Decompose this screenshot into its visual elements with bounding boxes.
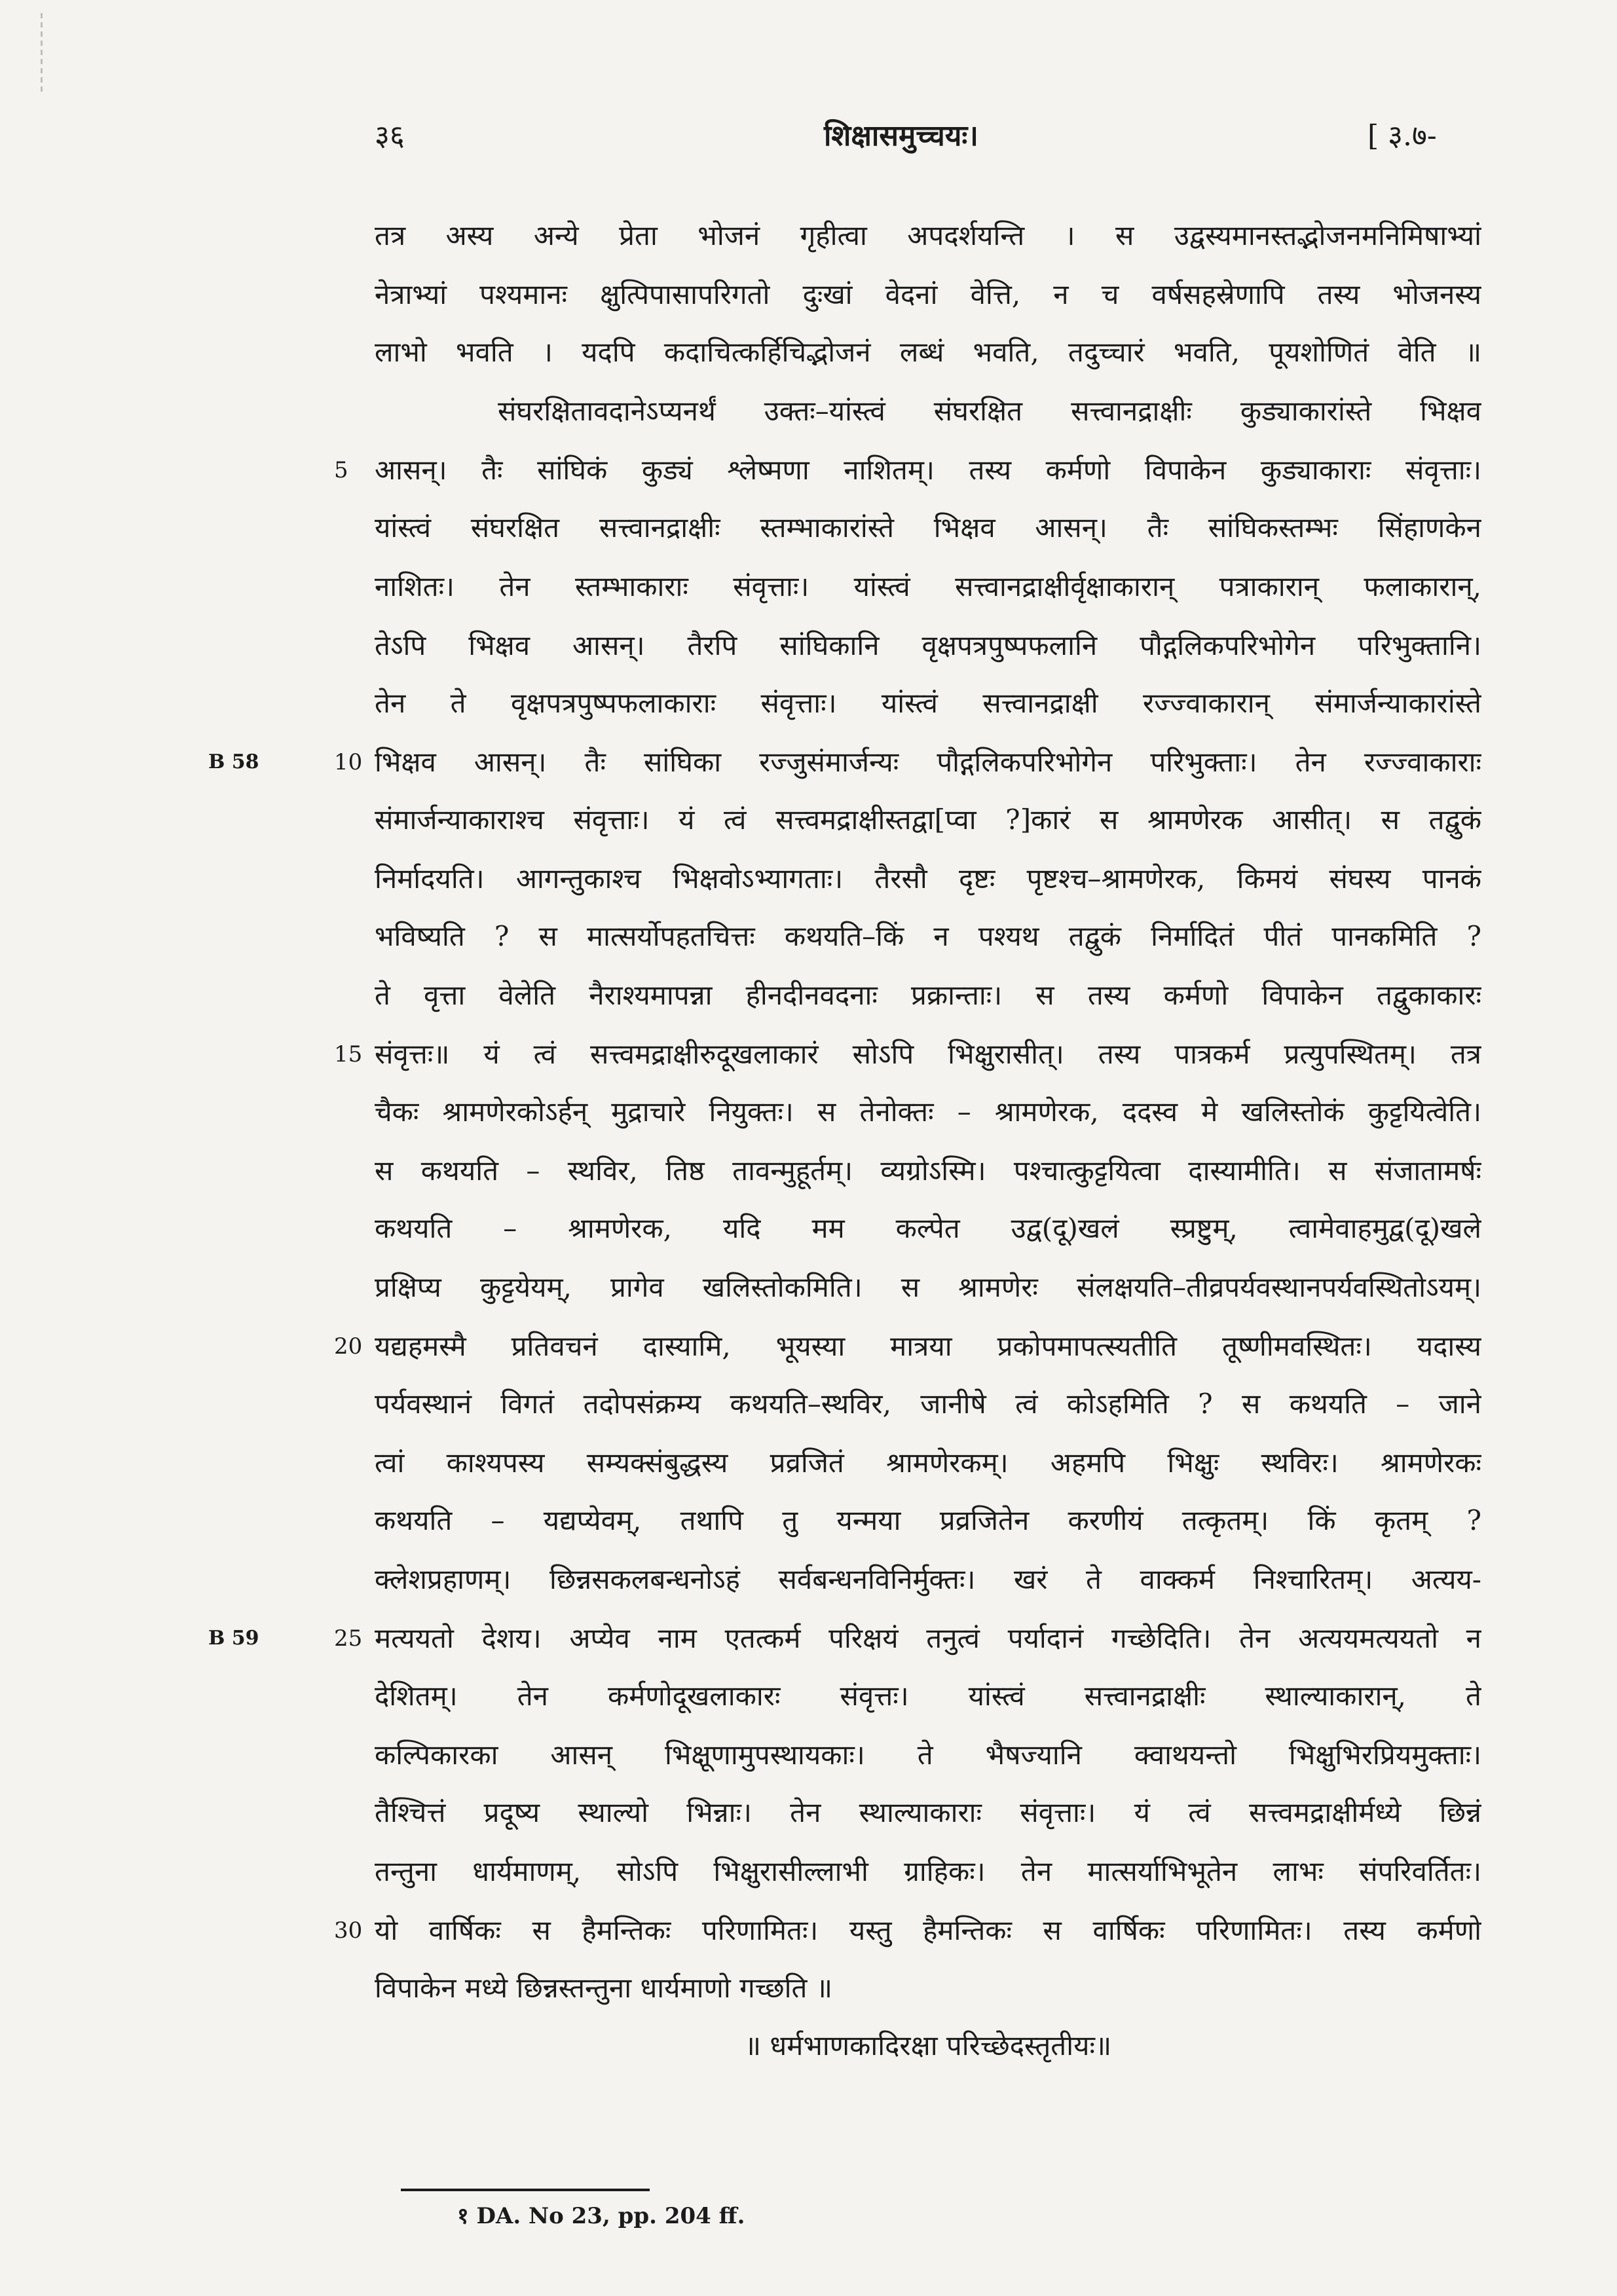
text-line: यद्यहमस्मै प्रतिवचनं दास्यामि, भूयस्या मात्रया प्रकोपमापत्स्यतीति तूष्णीमवस्थितः। यदास्य (375, 1330, 1481, 1362)
section-reference: [ ३.७- (1367, 119, 1437, 153)
text-line: त्वां काश्यपस्य सम्यक्संबुद्धस्य प्रव्रजितं श्रामणेरकम्। अहमपि भिक्षुः स्थविरः। श्रामणेरकः (375, 1447, 1481, 1479)
text-line: स कथयति – स्थविर, तिष्ठ तावन्मुहूर्तम्। व्यग्रोऽस्मि। पश्चात्कुट्टयित्वा दास्यामीति। स संजातामर्षः (375, 1155, 1481, 1187)
text-line: ते वृत्ता वेलेति नैराश्यमापन्ना हीनदीनवदनाः प्रक्रान्ताः। स तस्य कर्मणो विपाकेन तद्वुकाकारः (375, 979, 1481, 1011)
footnote: १ DA. No 23, pp. 204 ff. (457, 2203, 745, 2229)
text-line: क्लेशप्रहाणम्। छिन्नसकलबन्धनोऽहं सर्वबन्धनविनिर्मुक्तः। खरं ते वाक्कर्म निश्चारितम्। अत्यय- (375, 1563, 1481, 1595)
manuscript-folio-note: B 59 (208, 1627, 259, 1650)
text-line: तन्तुना धार्यमाणम्, सोऽपि भिक्षुरासील्लाभी ग्राहिकः। तेन मात्सर्याभिभूतेन लाभः संपरिवर्तितः। (375, 1855, 1481, 1887)
text-line: तत्र अस्य अन्ये प्रेता भोजनं गृहीत्वा अपदर्शयन्ति । स उद्वस्यमानस्तद्भोजनमनिमिषाभ्यां (375, 219, 1481, 251)
chapter-colophon: ॥ धर्मभाणकादिरक्षा परिच्छेदस्तृतीयः॥ (744, 2029, 1112, 2062)
text-line: तेऽपि भिक्षव आसन्। तैरपि सांघिकानि वृक्षपत्रपुष्पफलानि पौद्गलिकपरिभोगेन परिभुक्तानि। (375, 629, 1481, 661)
line-number: 20 (334, 1333, 363, 1360)
text-line: पर्यवस्थानं विगतं तदोपसंक्रम्य कथयति–स्थविर, जानीषे त्वं कोऽहमिति ? स कथयति – जाने (375, 1388, 1481, 1420)
text-line: प्रक्षिप्य कुट्टयेयम्, प्रागेव खलिस्तोकमिति। स श्रामणेरः संलक्षयति–तीव्रपर्यवस्थानपर्यवस्थितोऽयम्। (375, 1271, 1481, 1303)
text-line: नाशितः। तेन स्तम्भाकाराः संवृत्ताः। यांस्त्वं सत्त्वानद्राक्षीर्वृक्षाकारान् पत्राकारान् फलाकारान्, (375, 570, 1481, 602)
line-number: 10 (334, 749, 363, 775)
text-line: संघरक्षितावदानेऽप्यनर्थं उक्तः–यांस्त्वं संघरक्षित सत्त्वानद्राक्षीः कुड्याकारांस्ते भिक्षव (498, 395, 1481, 427)
text-line: संमार्जन्याकाराश्च संवृत्ताः। यं त्वं सत्त्वमद्राक्षीस्तद्वा[प्वा ?]कारं स श्रामणेरक आसीत्। स तद्वुकं (375, 804, 1481, 836)
manuscript-folio-note: B 58 (208, 750, 259, 773)
text-line: यो वार्षिकः स हैमन्तिकः परिणामितः। यस्तु हैमन्तिकः स वार्षिकः परिणामितः। तस्य कर्मणो (375, 1914, 1481, 1946)
line-number: 15 (334, 1041, 363, 1067)
binding-edge-mark (41, 13, 43, 92)
text-line: लाभो भवति । यदपि कदाचित्कर्हिचिद्भोजनं लब्धं भवति, तदुच्चारं भवति, पूयशोणितं वेति ॥ (375, 336, 1481, 368)
footnote-rule (401, 2189, 650, 2191)
text-line: तेन ते वृक्षपत्रपुष्पफलाकाराः संवृत्ताः। यांस्त्वं सत्त्वानद्राक्षी रज्ज्वाकारान् संमार्जन्याकारांस्ते (375, 687, 1481, 719)
text-line: कथयति – श्रामणेरक, यदि मम कल्पेत उद्व(दू)खलं स्प्रष्टुम्, त्वामेवाहमुद्व(दू)खले (375, 1212, 1481, 1244)
text-line: भविष्यति ? स मात्सर्योपहतचित्तः कथयति–किं न पश्यथ तद्वुकं निर्मादितं पीतं पानकमिति ? (375, 920, 1481, 952)
line-number: 30 (334, 1917, 363, 1944)
line-number: 25 (334, 1625, 363, 1652)
text-line: भिक्षव आसन्। तैः सांघिका रज्जुसंमार्जन्यः पौद्गलिकपरिभोगेन परिभुक्ताः। तेन रज्ज्वाकाराः (375, 746, 1481, 778)
text-line: नेत्राभ्यां पश्यमानः क्षुत्पिपासापरिगतो दुःखां वेदनां वेत्ति, न च वर्षसहस्रेणापि तस्य भोजनस्य (375, 278, 1481, 310)
text-line: आसन्। तैः सांघिकं कुड्यं श्लेष्मणा नाशितम्। तस्य कर्मणो विपाकेन कुड्याकाराः संवृत्ताः। (375, 454, 1481, 486)
text-line: विपाकेन मध्ये छिन्नस्तन्तुना धार्यमाणो गच्छति ॥ (375, 1972, 832, 2004)
page-number: ३६ (375, 119, 405, 153)
text-line: तैश्चित्तं प्रदूष्य स्थाल्यो भिन्नाः। तेन स्थाल्याकाराः संवृत्ताः। यं त्वं सत्त्वमद्राक्षीर्मध्ये छिन्नं (375, 1796, 1481, 1828)
text-line: कथयति – यद्यप्येवम्, तथापि तु यन्मया प्रव्रजितेन करणीयं तत्कृतम्। किं कृतम् ? (375, 1504, 1481, 1536)
text-line: चैकः श्रामणेरकोऽर्हन् मुद्राचारे नियुक्तः। स तेनोक्तः – श्रामणेरक, ददस्व मे खलिस्तोकं कुट्टयित्वेति। (375, 1096, 1481, 1128)
text-line: संवृत्तः॥ यं त्वं सत्त्वमद्राक्षीरुदूखलाकारं सोऽपि भिक्षुरासीत्। तस्य पात्रकर्म प्रत्युपस्थितम्। तत्र (375, 1038, 1481, 1070)
line-number: 5 (334, 457, 348, 483)
text-line: कल्पिकारका आसन् भिक्षूणामुपस्थायकाः। ते भैषज्यानि क्वाथयन्तो भिक्षुभिरप्रियमुक्ताः। (375, 1739, 1481, 1771)
text-line: निर्मादयति। आगन्तुकाश्च भिक्षवोऽभ्यागताः। तैरसौ दृष्टः पृष्टश्च–श्रामणेरक, किमयं संघस्य पानकं (375, 862, 1481, 895)
text-line: देशितम्। तेन कर्मणोदूखलाकारः संवृत्तः। यांस्त्वं सत्त्वानद्राक्षीः स्थाल्याकारान्, ते (375, 1680, 1481, 1712)
text-line: यांस्त्वं संघरक्षित सत्त्वानद्राक्षीः स्तम्भाकारांस्ते भिक्षव आसन्। तैः सांघिकस्तम्भः सिंहाणकेन (375, 511, 1481, 544)
running-title: शिक्षासमुच्चयः। (824, 119, 978, 153)
text-line: मत्ययतो देशय। अप्येव नाम एतत्कर्म परिक्षयं तनुत्वं पर्यादानं गच्छेदिति। तेन अत्ययमत्ययतो न (375, 1622, 1481, 1654)
